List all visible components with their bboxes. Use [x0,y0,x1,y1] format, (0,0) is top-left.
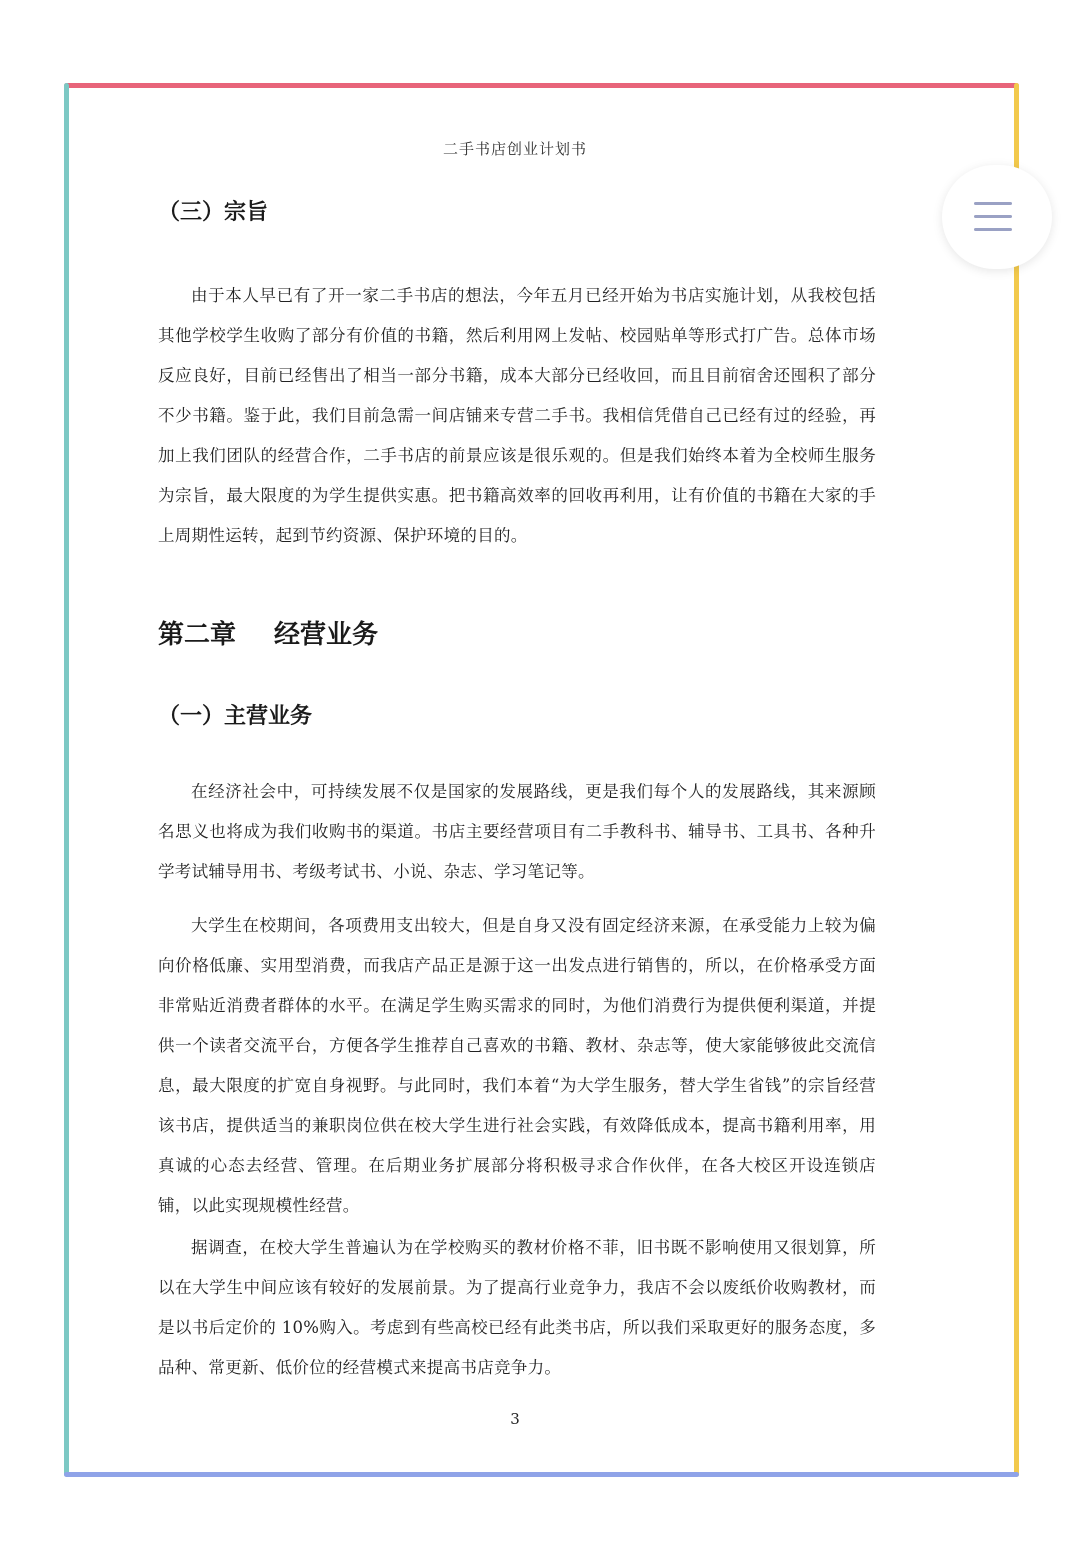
chapter-heading [158,614,876,651]
paragraph-main-business-2: 大学生在校期间，各项费用支出较大，但是自身又没有固定经济来源，在承受能力上较为偏向价格低廉、实用型消费，而我店产品正是源于这一出发点进行销售的，所以，在价格承受方面非常贴近消费者群体的水平。在满足学生购买需求的同时，为他们消费行为提供便利渠道，并提供一个读者交流平台，方便各学生推荐自己喜欢的书籍、教材、杂志等，使大家能够彼此交流信息，最大限度的扩宽自身视野。与此同时，我们本着“为大学生服务，替大学生省钱”的宗旨经营该书店，提供适当的兼职岗位供在校大学生进行社会实践，有效降低成本，提高书籍利用率，用真诚的心态去经营、管理。在后期业务扩展部分将积极寻求合作伙伴，在各大校区开设连锁店铺，以此实现规模性经营。 [158,916,876,1215]
menu-button[interactable] [942,165,1052,269]
page-number: 3 [510,1410,520,1428]
section-heading-main-business: （一）主营业务 [158,704,313,729]
frame-border-left [64,83,69,1477]
frame-border-right [1014,83,1019,1477]
chapter-title: 经营业务 [274,620,379,650]
paragraph-purpose: 由于本人早已有了开一家二手书店的想法，今年五月已经开始为书店实施计划，从我校包括其他学校学生收购了部分有价值的书籍，然后利用网上发帖、校园贴单等形式打广告。总体市场反应良好，目前已经售出了相当一部分书籍，成本大部分已经收回，而且目前宿舍还囤积了部分不少书籍。鉴于此，我们目前急需一间店铺来专营二手书。我相信凭借自己已经有过的经验，再加上我们团队的经营合作，二手书店的前景应该是很乐观的。但是我们始终本着为全校师生服务为宗旨，最大限度的为学生提供实惠。把书籍高效率的回收再利用，让有价值的书籍在大家的手上周期性运转，起到节约资源、保护环境的目的。 [158,286,876,545]
running-header: 二手书店创业计划书 [442,140,587,158]
chapter-number: 第二章 [158,620,237,650]
frame-border-bottom [64,1472,1019,1477]
frame-border-top [64,83,1019,88]
paragraph-main-business-1: 在经济社会中，可持续发展不仅是国家的发展路线，更是我们每个人的发展路线，其来源顾名思义也将成为我们收购书的渠道。书店主要经营项目有二手教科书、辅导书、工具书、各种升学考试辅导用书、考级考试书、小说、杂志、学习笔记等。 [158,782,876,881]
paragraph-main-business-3: 据调查，在校大学生普遍认为在学校购买的教材价格不菲，旧书既不影响使用又很划算，所以在大学生中间应该有较好的发展前景。为了提高行业竞争力，我店不会以废纸价收购教材，而是以书后定价的 10%购入。考虑到有些高校已经有此类书店，所以我们采取更好的服务态度，多品种、常更新、低价位的经营模式来提高书店竞争力。 [158,1238,876,1377]
document-body [158,195,876,1388]
section-heading-purpose: （三）宗旨 [158,200,269,225]
